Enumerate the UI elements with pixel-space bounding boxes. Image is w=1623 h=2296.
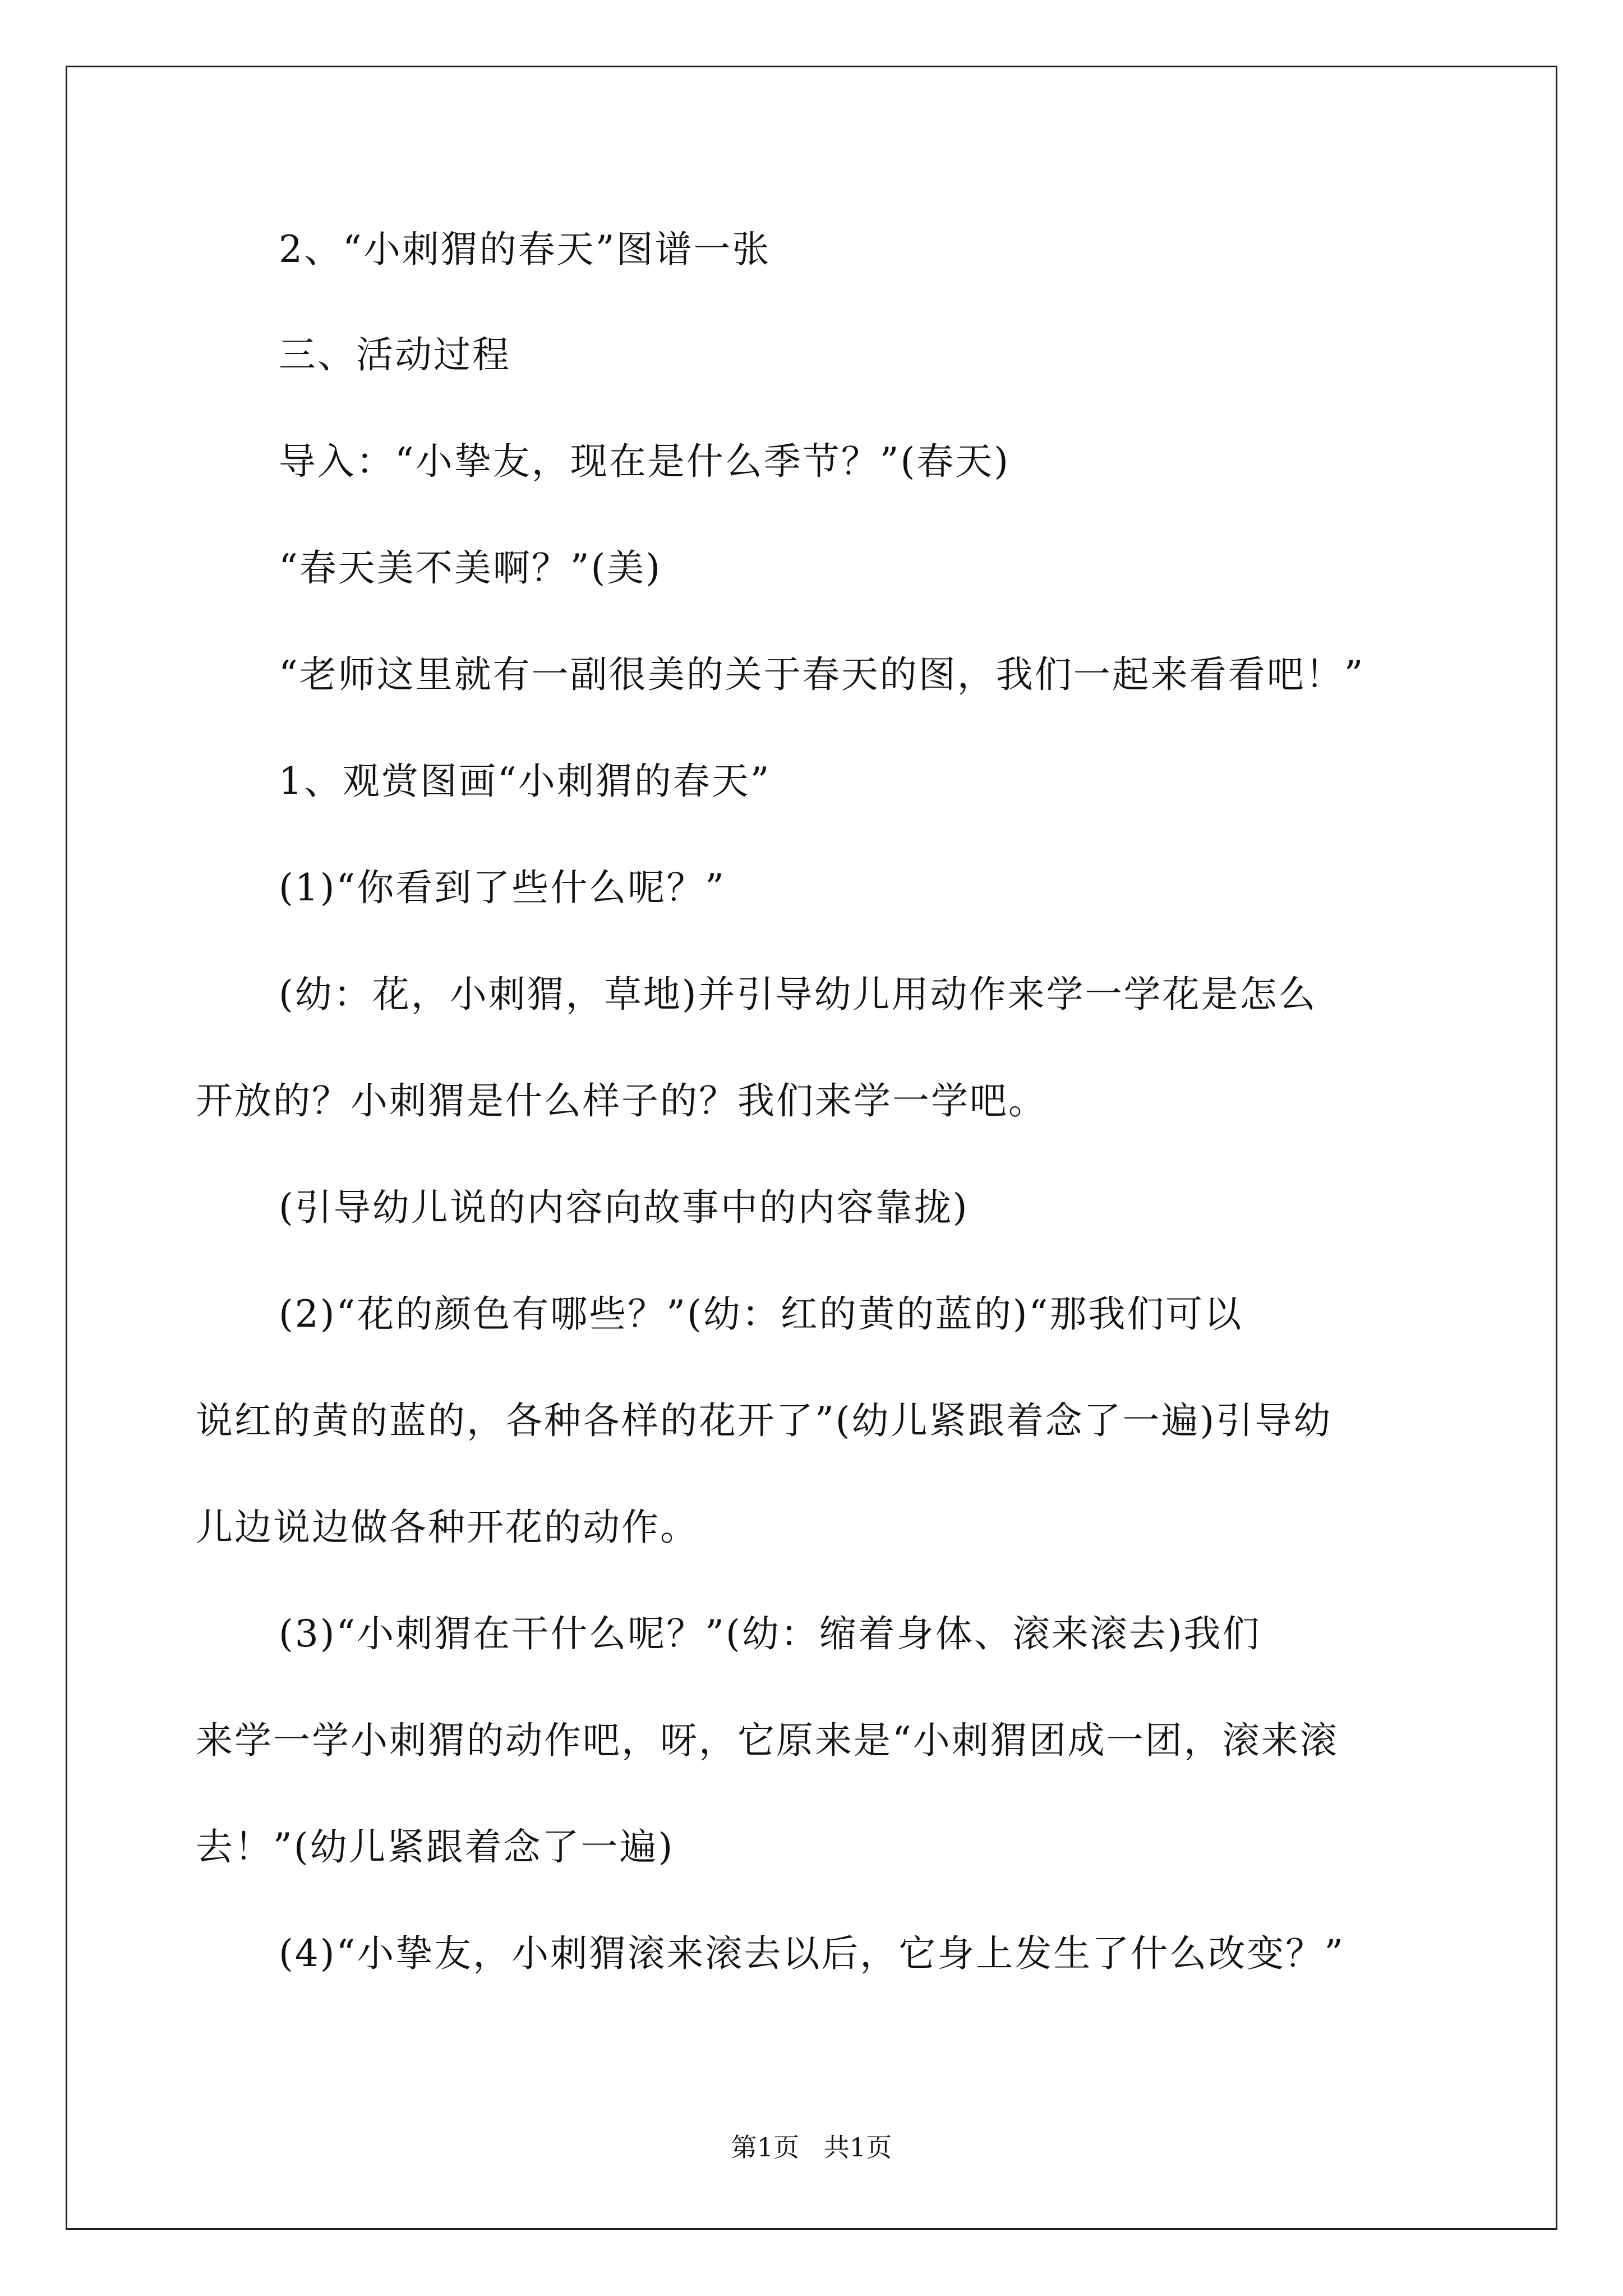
text-line-11: (2)“花的颜色有哪些？”(幼：红的黄的蓝的)“那我们可以 xyxy=(279,1292,1243,1336)
text-line-15: 来学一学小刺猬的动作吧，呀，它原来是“小刺猬团成一团，滚来滚 xyxy=(196,1719,1339,1762)
text-line-12: 说红的黄的蓝的，各种各样的花开了”(幼儿紧跟着念了一遍)引导幼 xyxy=(196,1399,1332,1442)
text-line-4: “春天美不美啊？”(美) xyxy=(279,546,662,590)
page-footer: 第1页 共1页 xyxy=(731,2132,892,2162)
text-line-5: “老师这里就有一副很美的关于春天的图，我们一起来看看吧！” xyxy=(279,653,1365,696)
text-line-9: 开放的？小刺猬是什么样子的？我们来学一学吧。 xyxy=(196,1079,1047,1122)
text-line-3: 导入：“小挚友，现在是什么季节？”(春天) xyxy=(279,440,1010,483)
page-border xyxy=(66,66,1557,2230)
text-line-6: 1、观赏图画“小刺猬的春天” xyxy=(279,760,771,803)
text-line-1: 2、“小刺猬的春天”图谱一张 xyxy=(279,228,771,271)
text-line-13: 儿边说边做各种开花的动作。 xyxy=(196,1506,699,1549)
text-line-14: (3)“小刺猬在干什么呢？”(幼：缩着身体、滚来滚去)我们 xyxy=(279,1612,1261,1655)
text-line-7: (1)“你看到了些什么呢？” xyxy=(279,866,726,909)
text-line-2: 三、活动过程 xyxy=(279,333,511,376)
text-line-10: (引导幼儿说的内容向故事中的内容靠拢) xyxy=(279,1186,969,1229)
text-line-16: 去！”(幼儿紧跟着念了一遍) xyxy=(196,1825,675,1869)
text-line-8: (幼：花，小刺猬，草地)并引导幼儿用动作来学一学花是怎么 xyxy=(279,973,1317,1016)
text-line-17: (4)“小挚友，小刺猬滚来滚去以后，它身上发生了什么改变？” xyxy=(279,1932,1345,1975)
